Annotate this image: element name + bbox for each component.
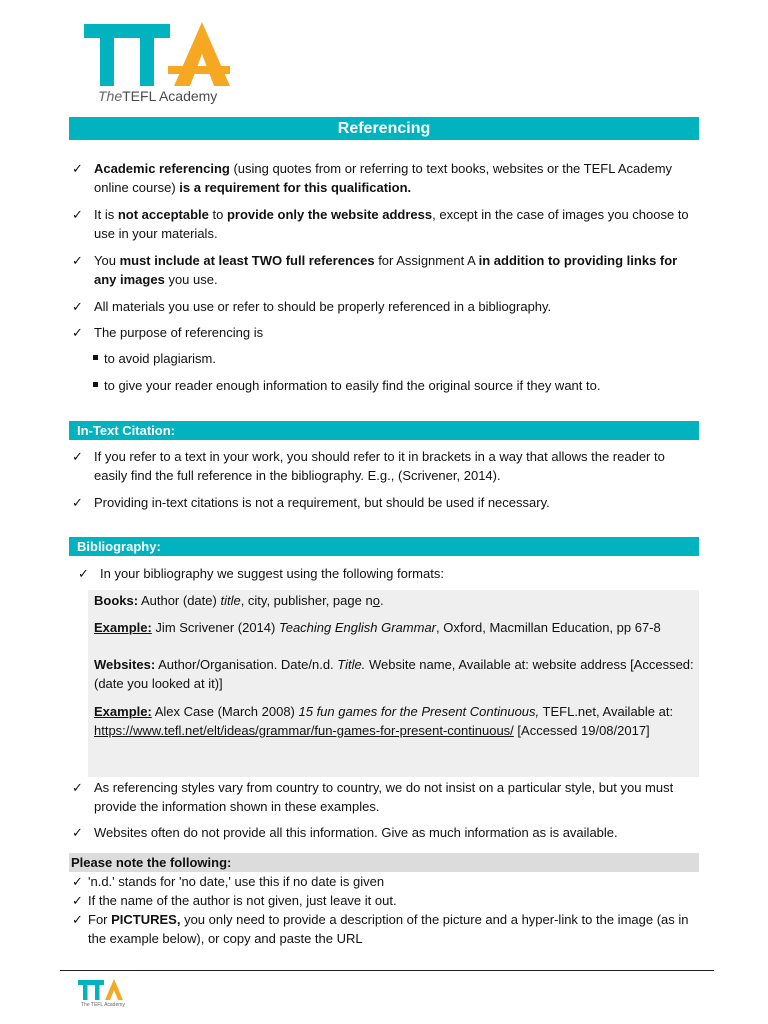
checkmark-icon: ✓ [72, 325, 83, 340]
checkmark-icon: ✓ [72, 253, 83, 268]
intro-item: ✓ You must include at least TWO full references for Assignment A in addition to providing links for any images you use. [72, 253, 678, 287]
example-url-link[interactable]: https://www.tefl.net/elt/ideas/grammar/fun-games-for-present-continuous/ [94, 723, 514, 738]
tta-logo [84, 22, 254, 110]
intro-item: ✓ All materials you use or refer to should be properly referenced in a bibliography. [72, 299, 552, 314]
in-text-item: ✓ Providing in-text citations is not a requirement, but should be used if necessary. [72, 495, 550, 510]
in-text-item: ✓ If you refer to a text in your work, you should refer to it in brackets in a way that allows the reader to easily find the full reference in the bibliography. E.g., (Scrivener, 2014). [72, 449, 665, 483]
square-bullet-icon [93, 355, 98, 360]
footer-tta-logo [78, 979, 130, 1007]
note-item: ✓ For PICTURES, you only need to provide a description of the picture and a hyper-link to the image (as in the example below), or copy and paste the URL [72, 912, 689, 946]
bibliography-note: ✓ As referencing styles vary from country to country, we do not insist on a particular style, but you must provide the information shown in these examples. [72, 780, 674, 814]
checkmark-icon: ✓ [72, 893, 83, 908]
bibliography-intro: ✓ In your bibliography we suggest using the following formats: [78, 566, 444, 581]
intro-item: ✓ The purpose of referencing is [72, 325, 264, 340]
square-bullet-icon [93, 382, 98, 387]
bibliography-heading: Bibliography: [69, 537, 699, 556]
logo-subtitle: TheTEFL Academy [98, 88, 218, 104]
books-format: Books: Author (date) title, city, publisher, page no. [94, 593, 384, 608]
checkmark-icon: ✓ [72, 207, 83, 222]
note-item: ✓ If the name of the author is not given, just leave it out. [72, 893, 397, 908]
checkmark-icon: ✓ [72, 874, 83, 889]
intro-item: ✓ Academic referencing (using quotes from or referring to text books, websites or the TEFL Academy online course) is a requirement for this qualification. [72, 161, 673, 195]
please-note-heading: Please note the following: [69, 853, 699, 872]
purpose-item: to give your reader enough information to easily find the original source if they want to. [93, 376, 600, 395]
checkmark-icon: ✓ [72, 495, 83, 510]
footer-divider [60, 970, 714, 971]
svg-text:The TEFL Academy: The TEFL Academy [81, 1002, 125, 1007]
bibliography-note: ✓ Websites often do not provide all this information. Give as much information as is available. [72, 825, 618, 840]
checkmark-icon: ✓ [72, 449, 83, 464]
in-text-citation-heading: In-Text Citation: [69, 421, 699, 440]
checkmark-icon: ✓ [78, 566, 89, 581]
checkmark-icon: ✓ [72, 161, 83, 176]
intro-item: ✓ It is not acceptable to provide only the website address, except in the case of images you choose to use in your materials. [72, 207, 689, 241]
purpose-item: to avoid plagiarism. [93, 349, 216, 368]
checkmark-icon: ✓ [72, 780, 83, 795]
book-example: Example: Jim Scrivener (2014) Teaching English Grammar, Oxford, Macmillan Education, pp 67-8 [94, 620, 661, 635]
websites-format: Websites: Author/Organisation. Date/n.d. Title. Website name, Available at: website address [Accessed: (date you looked at it)] [94, 657, 694, 691]
website-example: Example: Alex Case (March 2008) 15 fun games for the Present Continuous, TEFL.net, Available at: https://www.tefl.net/elt/ideas/grammar/fun-games-for-present-continuous/ [Accessed 19/08/2017] [94, 704, 674, 738]
checkmark-icon: ✓ [72, 912, 83, 927]
checkmark-icon: ✓ [72, 825, 83, 840]
note-item: ✓ 'n.d.' stands for 'no date,' use this if no date is given [72, 874, 385, 889]
checkmark-icon: ✓ [72, 299, 83, 314]
page-title: Referencing [69, 117, 699, 140]
